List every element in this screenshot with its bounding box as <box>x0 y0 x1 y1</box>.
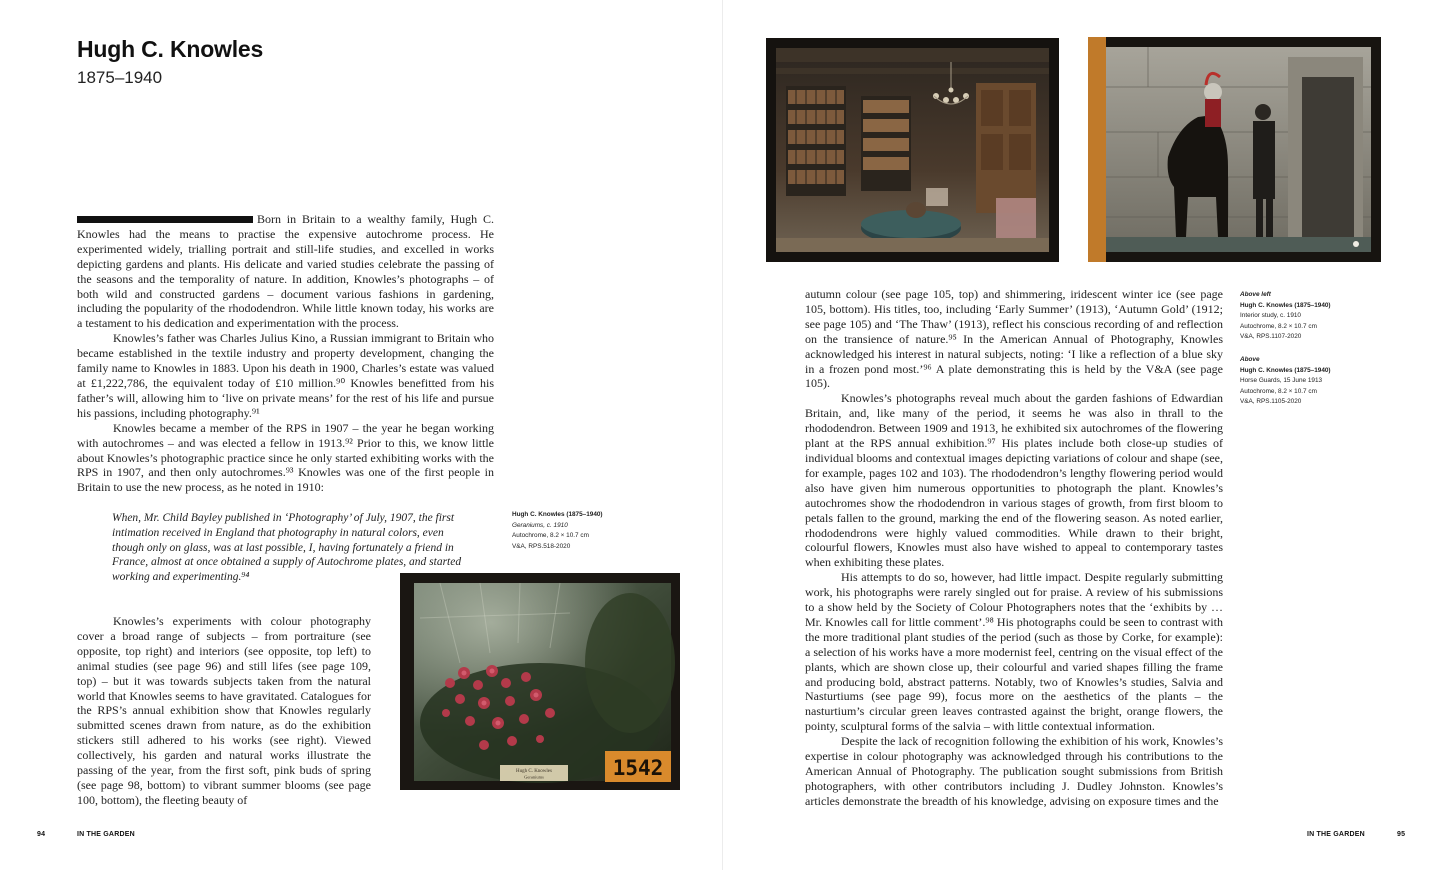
horse-guards-caption: Above Hugh C. Knowles (1875–1940) Horse Guards, 15 June 1913 Autochrome, 8.2 × 10.7 cm V&A, RPS.1105-2020 <box>1240 356 1331 406</box>
geraniums-photograph <box>400 573 680 790</box>
lead-rule <box>77 216 253 223</box>
right-body-text <box>805 287 1223 809</box>
paragraph: autumn colour (see page 105, top) and shimmering, iridescent winter ice (see page 105, bottom). His titles, too, including ‘Early Summer’ (1913), ‘Autumn Gold’ (1912; see page 105) and ‘The Thaw’ (1913), reflect his conscious recording of and reflection on the transience of nature.⁹⁵ In the American Annual of Photography, Knowles acknowledged his interest in natural subjects, noting: ‘I like a reflection of a blue sky in a frozen pond most.’⁹⁶ A plate demonstrating this is held by the V&A (see page 105). <box>805 287 1223 391</box>
left-body-text-continued <box>77 614 371 808</box>
paragraph: Knowles’s father was Charles Julius Kino, a Russian immigrant to Britain who became established in the textile industry and property development, changing the family name to Knowles in 1883. Upon his death in 1900, Charles’s estate was valued at £1,222,786, the equivalent today of £10 million.⁹⁰ Knowles benefitted from his father’s will, allowing him to ‘live on private means’ for the rest of his life and pursue his passions, including photography.⁹¹ <box>77 331 494 420</box>
right-page <box>723 0 1445 870</box>
footer-page-number: 95 <box>1397 831 1406 838</box>
block-quote: When, Mr. Child Bayley published in ‘Photography’ of July, 1907, the first intimation received in England that photography in natural colors, even though only on glass, was at last possible, I, having fortunately a friend in France, almost at once obtained a supply of Autochrome plates, and started working and experimenting.⁹⁴ <box>112 512 462 584</box>
paragraph: Knowles’s experiments with colour photography cover a broad range of subjects – from portraiture (see opposite, top right) and interiors (see opposite, top left) to animal studies (see page 96) and still lifes (see page 109, top) – but it was towards subjects taken from the natural world that Knowles seems to have gravitated. Catalogues for the RPS’s annual exhibition show that Knowles regularly submitted scenes drawn from nature, as do the exhibition stickers still adhered to his works (see right). Viewed collectively, his garden and natural works illustrate the passing of the year, from the first soft, pink buds of spring (see page 98, bottom) to vibrant summer blooms (see page 100, bottom), the fleeting beauty of <box>77 614 371 807</box>
paragraph: Knowles’s photographs reveal much about the garden fashions of Edwardian Britain, and, like many of the period, it seems he was also in thrall to the rhododendron. Between 1909 and 1913, he exhibited six autochromes of the flowering plant at the RPS annual exhibition.⁹⁷ His plates include both close-up studies of individual blooms and contextual images depicting variations of colour and shape (see, for example, pages 102 and 103). The rhododendron’s lengthy flowering period would also have given him numerous opportunities to photograph the plant. Knowles’s autochromes show the rhododendron in various stages of growth, from first bloom to petals fallen to the ground, marking the end of the flowering season. As noted earlier, rhododendrons were highly valued commodities. While drawn to their bright, colourful flowers, Knowles must also have wished to appeal to contemporary tastes when exhibiting these plates. <box>805 391 1223 570</box>
horse-guards-photograph <box>1088 37 1381 262</box>
paragraph: Born in Britain to a wealthy family, Hugh C. Knowles had the means to practise the expensive autochrome process. He experimented widely, trialling portrait and still-life studies, and excelled in works depicting gardens and plants. His delicate and varied studies celebrate the passing of the seasons and the temporality of nature. In addition, Knowles’s photographs – of both wild and constructed gardens – document various fashions in gardening, including the popularity of the rhododendron. While little known today, his works are a testament to his dedication and experimentation with the process. <box>77 212 494 331</box>
interior-study-caption: Above left Hugh C. Knowles (1875–1940) Interior study, c. 1910 Autochrome, 8.2 × 10.7 cm V&A, RPS.1107-2020 <box>1240 291 1331 341</box>
footer-section-title: IN THE GARDEN <box>77 831 135 838</box>
artist-dates: 1875–1940 <box>77 68 163 87</box>
interior-study-photograph <box>766 38 1059 262</box>
footer-page-number: 94 <box>37 831 46 838</box>
paragraph: Despite the lack of recognition following the exhibition of his work, Knowles’s expertise in colour photography was acknowledged through his contributions to the American Annual of Photography. The publication sought submissions from British photographers, with other contributors including J. Dudley Johnston. Knowles’s articles demonstrate the breadth of his knowledge, advising on exposure times and the <box>805 734 1223 808</box>
footer-section-title: IN THE GARDEN <box>1307 831 1365 838</box>
paragraph: Knowles became a member of the RPS in 1907 – the year he began working with autochromes – and was elected a fellow in 1913.⁹² Prior to this, we know little about Knowles’s photographic practice since he only started exhibiting works with the RPS in 1907, and then only autochromes.⁹³ Knowles was one of the first people in Britain to use the new process, as he noted in 1910: <box>77 420 494 495</box>
geraniums-caption: Hugh C. Knowles (1875–1940) Geraniums, c. 1910 Autochrome, 8.2 × 10.7 cm V&A, RPS.518-2020 <box>512 511 603 550</box>
left-page <box>0 0 722 870</box>
plate-number: 1542 <box>612 756 664 780</box>
plate-label-name: Hugh C. Knowles <box>516 769 552 774</box>
left-body-text <box>77 212 494 495</box>
paragraph: His attempts to do so, however, had little impact. Despite regularly submitting work, his photographs were rarely singled out for praise. A review of his submissions to a show held by the Society of Colour Photographers notes that the ‘exhibits by … Mr. Knowles call for little comment’.⁹⁸ His photographs could be seen to contrast with the more traditional plant studies of the period (such as those by Corke, for example): a selection of his works have a more modernist feel, centring on the visual effect of the plants, which are shown close up, their colourful and varied shapes filling the frame and producing bold, abstract patterns. Notably, two of Knowles’s studies, Salvia and Nasturtiums (see page 99), focus more on the aesthetics of the plants – the nasturtium’s circular green leaves contrasted against the bright, orange flowers, the pointy, sculptural forms of the salvia – with little contextual information. <box>805 570 1223 734</box>
plate-label-title: Geraniums <box>524 774 544 780</box>
article-heading: Hugh C. Knowles <box>77 36 264 62</box>
